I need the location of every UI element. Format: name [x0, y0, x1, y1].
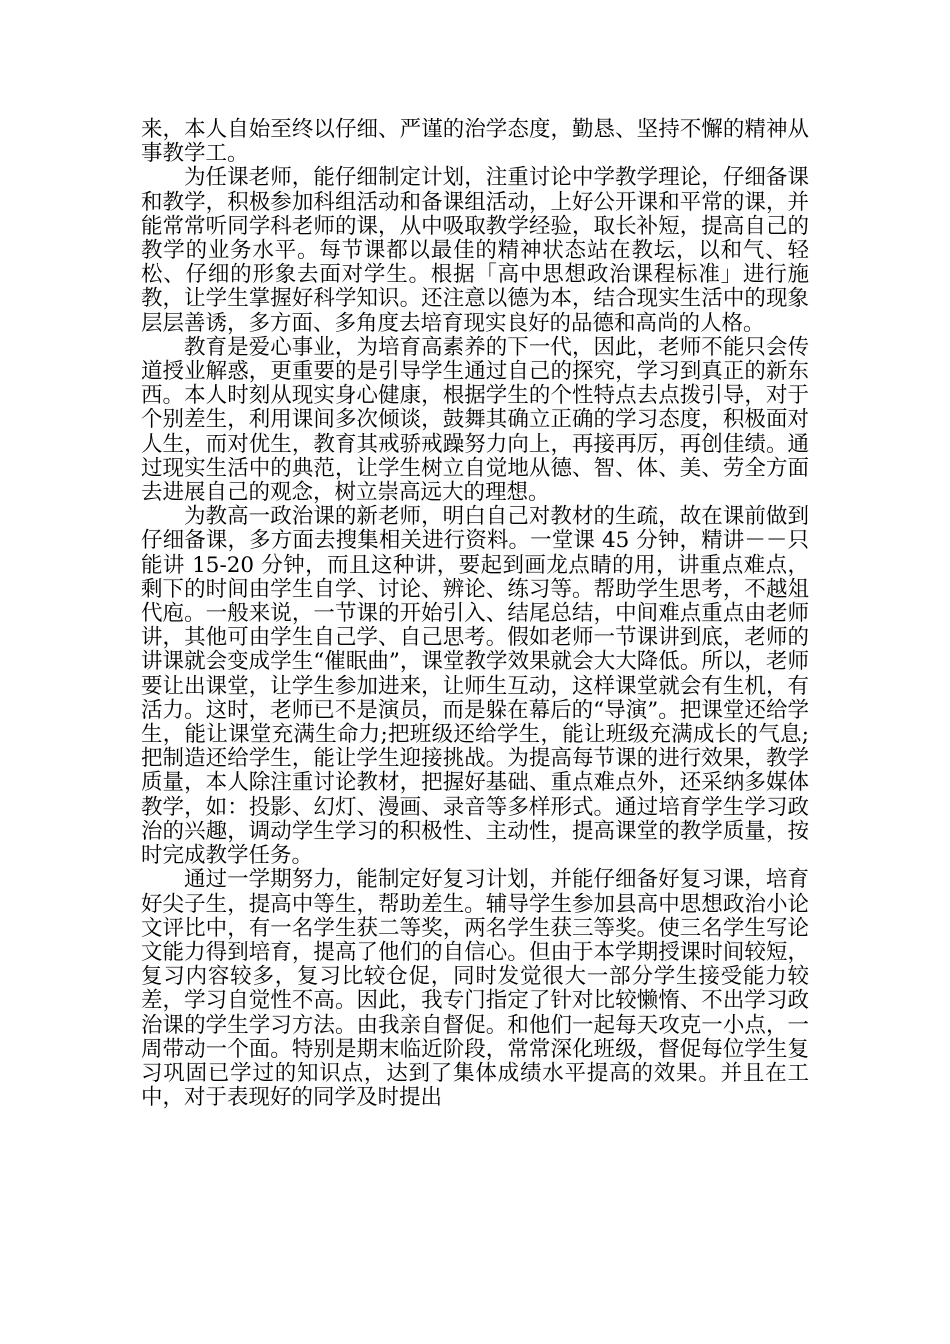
paragraph-5: 通过一学期努力，能制定好复习计划，并能仔细备好复习课，培育好尖子生，提高中等生，帮助差生。辅导学生参加县高中思想政治小论文评比中，有一名学生获二等奖，两名学生获三等奖。使三名学生写论文能力得到培育，提高了他们的自信心。但由于本学期授课时间较短，复习内容较多，复习比较仓促，同时发觉很大一部分学生接受能力较差，学习自觉性不高。因此，我专门指定了针对比较懒惰、不出学习政治课的学生学习方法。由我亲自督促。和他们一起每天攻克一小点，一周带动一个面。特别是期末临近阶段，常常深化班级，督促每位学生复习巩固已学过的知识点，达到了集体成绩水平提高的效果。并且在工中，对于表现好的同学及时提出: [141, 867, 809, 1111]
document-page: [141, 118, 809, 1110]
paragraph-3: 教育是爱心事业，为培育高素养的下一代，因此，老师不能只会传道授业解惑，更重要的是引导学生通过自己的探究，学习到真正的新东西。本人时刻从现实身心健康，根据学生的个性特点去点拨引导，对于个别差生，利用课间多次倾谈，鼓舞其确立正确的学习态度，积极面对人生，而对优生，教育其戒骄戒躁努力向上，再接再厉，再创佳绩。通过现实生活中的典范，让学生树立自觉地从德、智、体、美、劳全方面去进展自己的观念，树立崇高远大的理想。: [141, 334, 809, 506]
paragraph-1: 来，本人自始至终以仔细、严谨的治学态度，勤恳、坚持不懈的精神从事教学工。: [141, 117, 809, 167]
paragraph-4: 为教高一政治课的新老师，明白自己对教材的生疏，故在课前做到仔细备课，多方面去搜集相关进行资料。一堂课 45 分钟，精讲－－只能讲 15-20 分钟，而且这种讲，要起到画龙点睛的用，讲重点难点，剩下的时间由学生自学、讨论、辨论、练习等。帮助学生思考，不越俎代庖。一般来说，一节课的开始引入、结尾总结，中间难点重点由老师讲，其他可由学生自己学、自己思考。假如老师一节课讲到底，老师的讲课就会变成学生“催眠曲”，课堂教学效果就会大大降低。所以，老师要让出课堂，让学生参加进来，让师生互动，这样课堂就会有生机，有活力。这时，老师已不是演员，而是躲在幕后的“导演”。把课堂还给学生，能让课堂充满生命力;把班级还给学生，能让班级充满成长的气息;把制造还给学生，能让学生迎接挑战。为提高每节课的进行效果，教学质量，本人除注重讨论教材，把握好基础、重点难点外，还采纳多媒体教学，如：投影、幻灯、漫画、录音等多样形式。通过培育学生学习政治的兴趣，调动学生学习的积极性、主动性，提高课堂的教学质量，按时完成教学任务。: [141, 504, 809, 869]
paragraph-2: 为任课老师，能仔细制定计划，注重讨论中学教学理论，仔细备课和教学，积极参加科组活动和备课组活动，上好公开课和平常的课，并能常常听同学科老师的课，从中吸取教学经验，取长补短，提高自己的教学的业务水平。每节课都以最佳的精神状态站在教坛，以和气、轻松、仔细的形象去面对学生。根据「高中思想政治课程标准」进行施教，让学生掌握好科学知识。还注意以德为本，结合现实生活中的现象层层善诱，多方面、多角度去培育现实良好的品德和高尚的人格。: [141, 165, 809, 336]
